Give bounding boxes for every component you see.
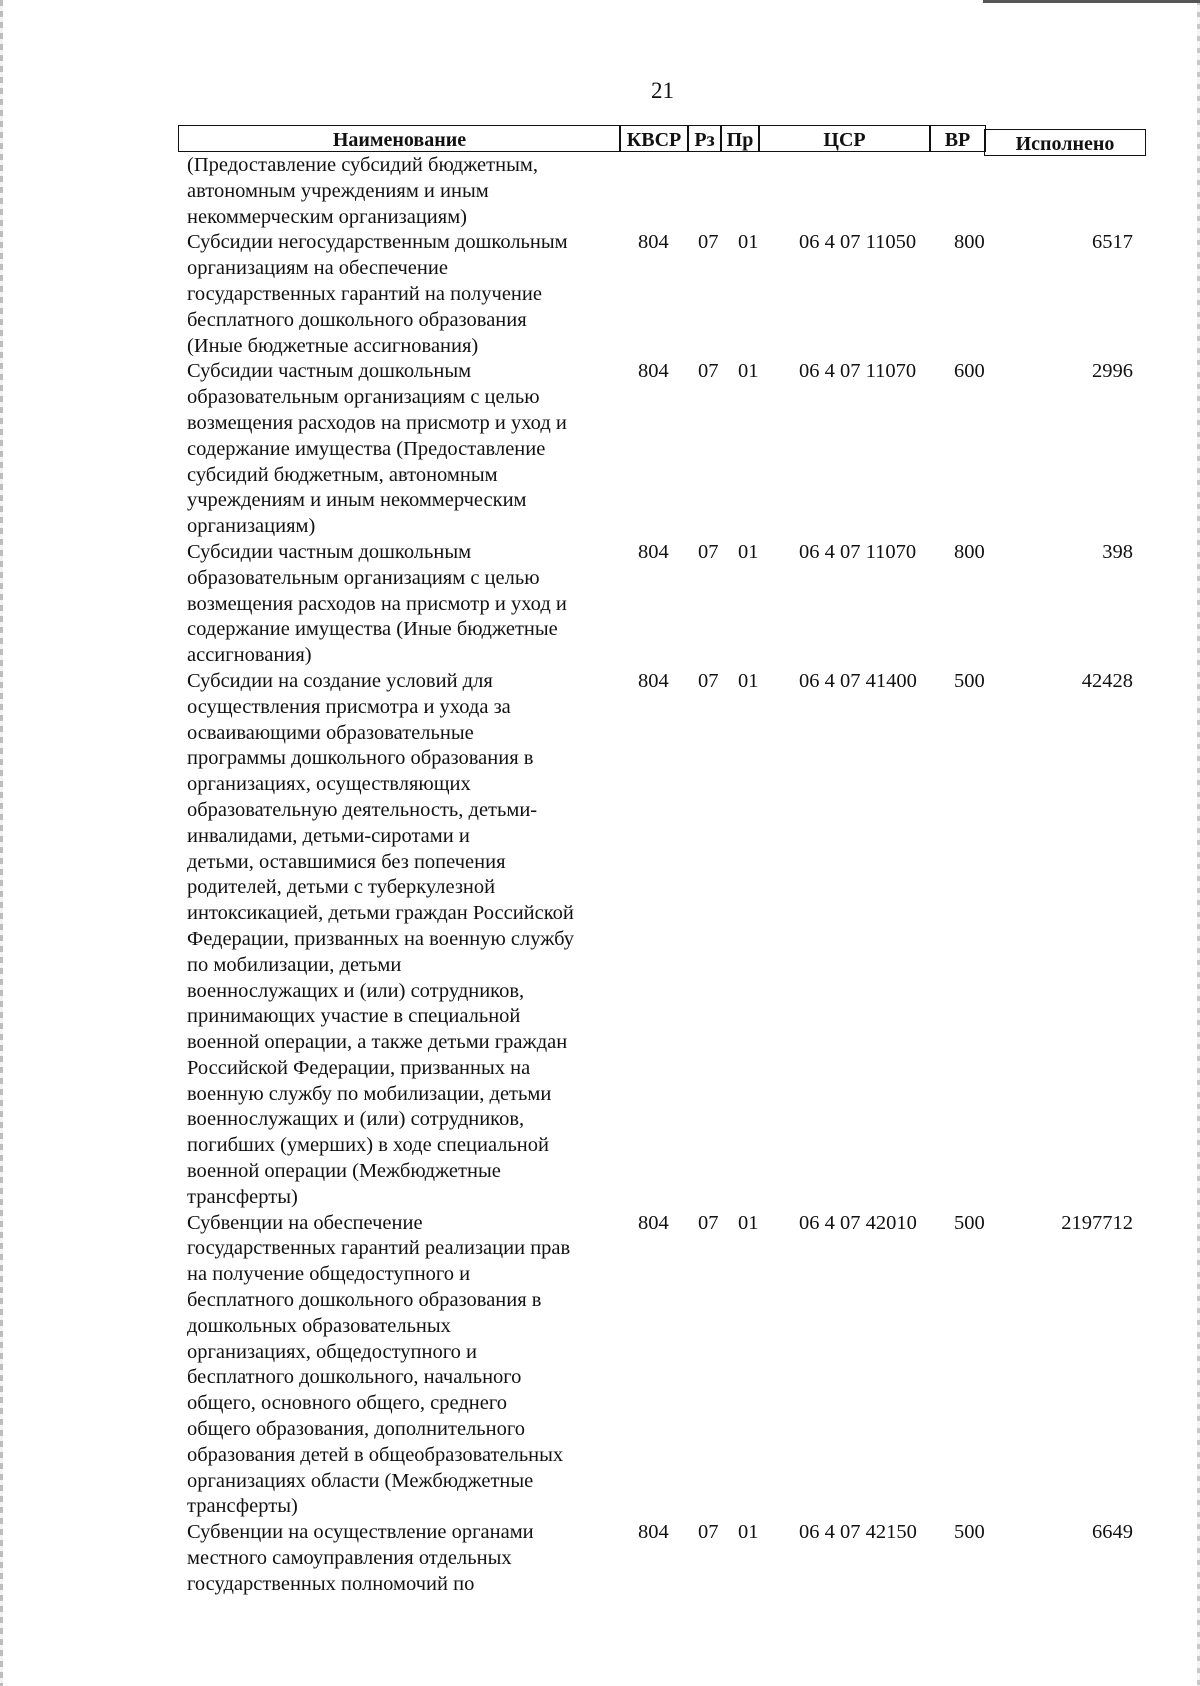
table-row [178, 540, 1146, 669]
row-vr: 500 [954, 1211, 985, 1234]
row-rz: 07 [698, 360, 719, 383]
table-header [178, 125, 1146, 154]
row-name: Субсидии частным дошкольным образовательным организациям с целью возмещения расходов на присмотр и уход и содержание имущества (Предоставление субсидий бюджетным, автономным учреждениям и иным некоммерческим организациям) [187, 360, 567, 538]
row-pr: 01 [738, 540, 759, 563]
header-pr: Пр [720, 125, 760, 152]
table-row [178, 359, 1146, 540]
row-kvsr: 804 [638, 231, 669, 254]
row-kvsr: 804 [638, 669, 669, 692]
row-rz: 07 [698, 231, 719, 254]
row-isp: 398 [1102, 540, 1133, 563]
row-pr: 01 [738, 1521, 759, 1544]
row-vr: 500 [954, 669, 985, 692]
header-name: Наименование [178, 125, 621, 152]
row-kvsr: 804 [638, 540, 669, 563]
row-csr: 06 4 07 41400 [799, 669, 917, 692]
table-row [178, 1520, 1146, 1597]
scan-corner-line [983, 0, 1200, 3]
row-isp: 42428 [1081, 669, 1133, 692]
row-kvsr: 804 [638, 360, 669, 383]
table-row [178, 153, 1146, 230]
row-name: Субсидии на создание условий для осуществления присмотра и ухода за осваивающими образовательные программы дошкольного образования в организациях, осуществляющих образовательную деятельность, детьми- инвалидами, детьми-сиротами и детьми, оставшимися без попечения родителей, детьми с туберкулезной интоксикацией, детьми граждан Российской Федерации, призванных на военную службу по мобилизации, детьми военнослужащих и (или) сотрудников, принимающих участие в специальной военной операции, а также детьми граждан Российской Федерации, призванных на военную службу по мобилизации, детьми военнослужащих и (или) сотрудников, погибших (умерших) в ходе специальной военной операции (Межбюджетные трансферты) [187, 669, 575, 1208]
row-pr: 01 [738, 231, 759, 254]
row-kvsr: 804 [638, 1211, 669, 1234]
header-isp: Исполнено [984, 129, 1146, 156]
header-csr: ЦСР [758, 125, 931, 152]
table-row [178, 669, 1146, 1211]
row-kvsr: 804 [638, 1521, 669, 1544]
row-csr: 06 4 07 11070 [799, 360, 917, 383]
row-rz: 07 [698, 540, 719, 563]
table-row [178, 230, 1146, 359]
row-vr: 800 [954, 231, 985, 254]
row-name: Субсидии частным дошкольным образовательным организациям с целью возмещения расходов на присмотр и уход и содержание имущества (Иные бюджетные ассигнования) [187, 540, 567, 667]
header-rz: Рз [687, 125, 722, 152]
header-kvsr: КВСР [619, 125, 689, 152]
row-name: Субвенции на обеспечение государственных гарантий реализации прав на получение общедоступного и бесплатного дошкольного образования в дошкольных образовательных организациях, общедоступного и бесплатного дошкольного, начального общего, основного общего, среднего общего образования, дополнительного образования детей в общеобразовательных организациях области (Межбюджетные трансферты) [187, 1211, 571, 1518]
row-isp: 2996 [1092, 360, 1133, 383]
table-body [178, 153, 1146, 1598]
row-rz: 07 [698, 669, 719, 692]
header-vr: ВР [929, 125, 986, 152]
table-row [178, 1211, 1146, 1521]
row-isp: 2197712 [1061, 1211, 1133, 1234]
row-csr: 06 4 07 11050 [799, 231, 917, 254]
row-isp: 6649 [1092, 1521, 1133, 1544]
row-rz: 07 [698, 1521, 719, 1544]
row-pr: 01 [738, 1211, 759, 1234]
row-pr: 01 [738, 669, 759, 692]
page-number: 21 [651, 78, 674, 103]
row-csr: 06 4 07 42150 [799, 1521, 917, 1544]
row-name: (Предоставление субсидий бюджетным, автономным учреждениям и иным некоммерческим организациям) [187, 154, 538, 228]
row-name: Субвенции на осуществление органами местного самоуправления отдельных государственных полномочий по [187, 1521, 534, 1595]
row-csr: 06 4 07 11070 [799, 540, 917, 563]
row-vr: 800 [954, 540, 985, 563]
row-rz: 07 [698, 1211, 719, 1234]
row-csr: 06 4 07 42010 [799, 1211, 917, 1234]
row-vr: 500 [954, 1521, 985, 1544]
scan-edge-left [0, 0, 3, 1686]
row-isp: 6517 [1092, 231, 1133, 254]
row-name: Субсидии негосударственным дошкольным организациям на обеспечение государственных гарантий на получение бесплатного дошкольного образования (Иные бюджетные ассигнования) [187, 231, 568, 357]
row-pr: 01 [738, 360, 759, 383]
row-vr: 600 [954, 360, 985, 383]
